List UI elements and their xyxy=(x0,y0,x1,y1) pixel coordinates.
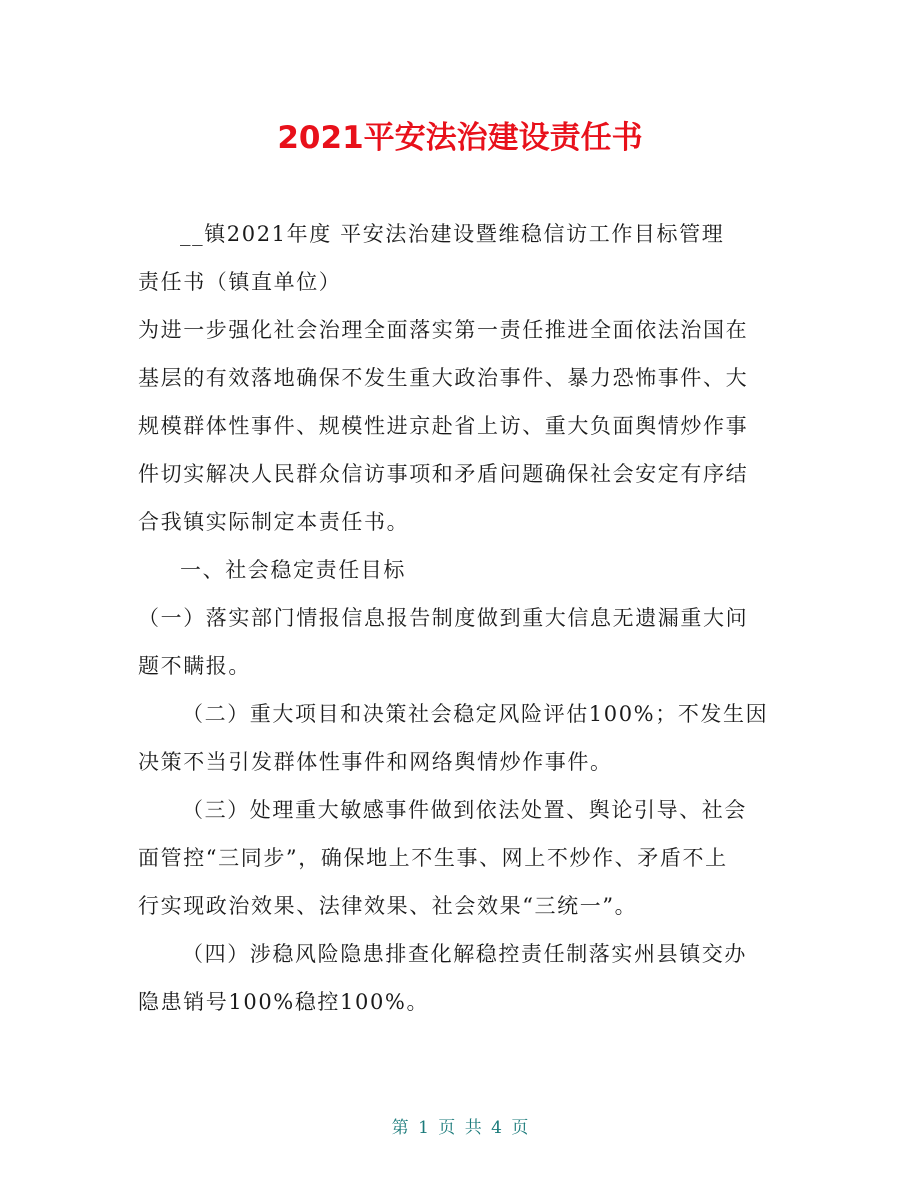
item-line: （三）处理重大敏感事件做到依法处置、舆论引导、社会 xyxy=(182,798,747,822)
item-line: 面管控“三同步”，确保地上不生事、网上不炒作、矛盾不上 xyxy=(138,846,728,870)
item-line: （四）涉稳风险隐患排查化解稳控责任制落实州县镇交办 xyxy=(182,942,747,966)
item-line: 题不瞒报。 xyxy=(138,654,251,678)
page-number-footer: 第 1 页 共 4 页 xyxy=(391,1118,529,1138)
heading-line-2: 责任书（镇直单位） xyxy=(138,270,342,294)
document-body xyxy=(138,210,786,1026)
item-line: 决策不当引发群体性事件和网络舆情炒作事件。 xyxy=(138,750,613,774)
item-line: 隐患销号100%稳控100%。 xyxy=(138,990,430,1014)
section-heading: 一、社会稳定责任目标 xyxy=(180,558,406,582)
paragraph-line: 规模群体性事件、规模性进京赴省上访、重大负面舆情炒作事 xyxy=(138,414,749,438)
paragraph-line: 为进一步强化社会治理全面落实第一责任推进全面依法治国在 xyxy=(138,318,749,342)
item-line: （二）重大项目和决策社会稳定风险评估100%；不发生因 xyxy=(182,702,769,726)
item-line: 行实现政治效果、法律效果、社会效果“三统一”。 xyxy=(138,894,638,918)
paragraph-line: 基层的有效落地确保不发生重大政治事件、暴力恐怖事件、大 xyxy=(138,366,749,390)
paragraph-line: 合我镇实际制定本责任书。 xyxy=(138,510,410,534)
document-title: 2021平安法治建设责任书 xyxy=(277,120,643,156)
paragraph-line: 件切实解决人民群众信访事项和矛盾问题确保社会安定有序结 xyxy=(138,462,749,486)
heading-line-1: __镇2021年度 平安法治建设暨维稳信访工作目标管理 xyxy=(180,222,725,246)
item-line: （一）落实部门情报信息报告制度做到重大信息无遗漏重大问 xyxy=(138,606,749,630)
